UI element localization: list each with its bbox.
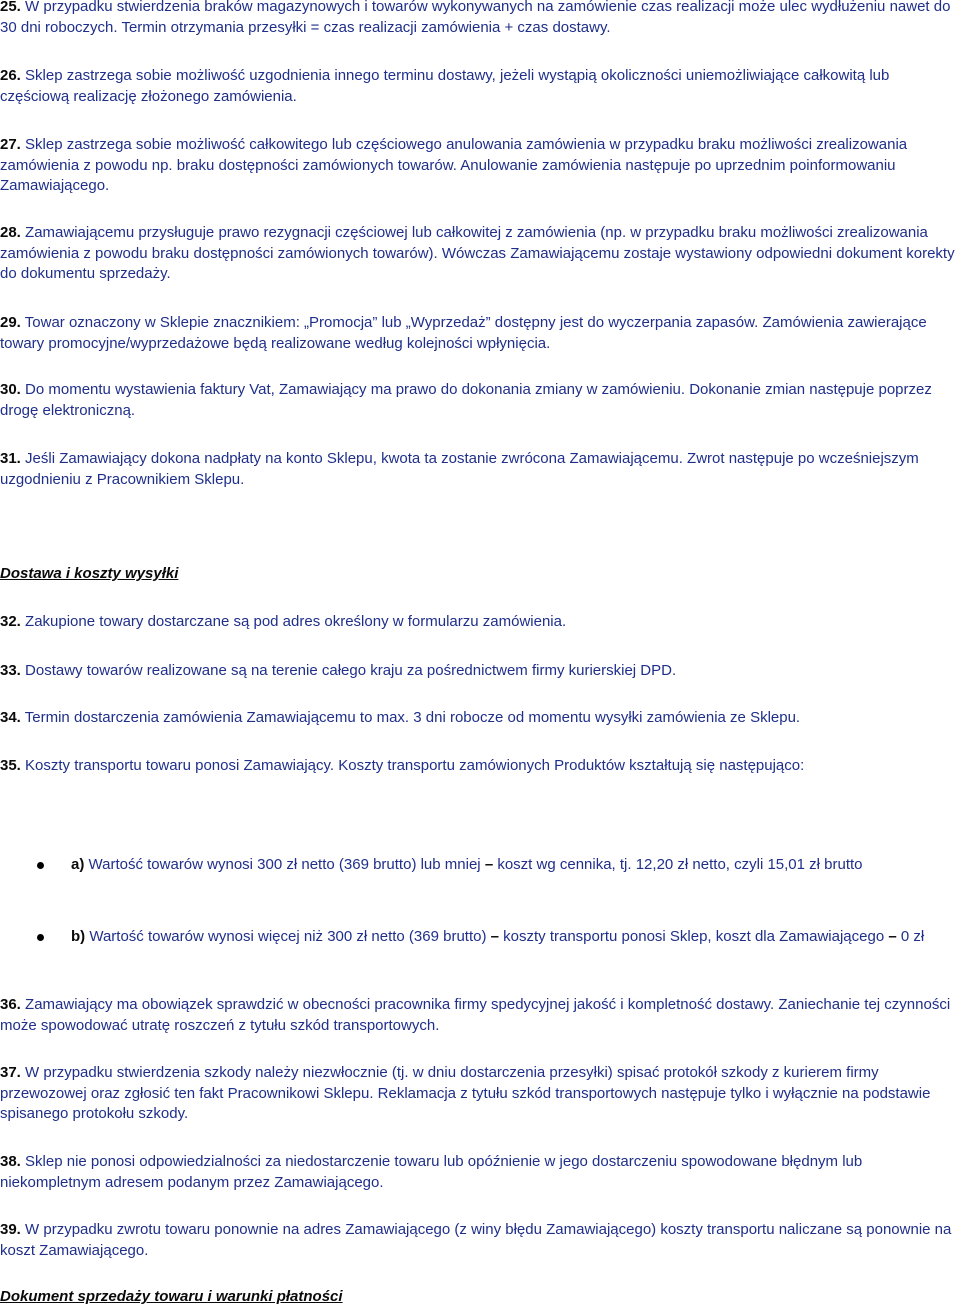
- paragraph-36: [0, 995, 956, 1036]
- bullet-icon: [37, 934, 44, 941]
- item-text: Zamawiający ma obowiązek sprawdzić w obecności pracownika firmy spedycyjnej jakość i kompletność dostawy. Zaniechanie tej czynności może spowodować utratę roszczeń z tytułu szkód transportowych.: [0, 996, 951, 1034]
- bullet-text-cont: koszty transportu ponosi Sklep, koszt dla Zamawiającego: [503, 928, 885, 945]
- item-number: 27.: [0, 136, 21, 153]
- item-number: 29.: [0, 314, 21, 331]
- section-heading-delivery: Dostawa i koszty wysyłki: [0, 565, 179, 582]
- item-number: 26.: [0, 67, 21, 84]
- paragraph-28: [0, 223, 956, 285]
- paragraph-38: [0, 1152, 956, 1193]
- paragraph-34: [0, 708, 956, 729]
- paragraph-33: [0, 661, 956, 682]
- bullet-dash: –: [888, 928, 897, 945]
- item-number: 35.: [0, 757, 21, 774]
- item-number: 25.: [0, 0, 21, 15]
- paragraph-37: [0, 1063, 956, 1125]
- paragraph-29: [0, 313, 956, 354]
- paragraph-31: [0, 449, 956, 490]
- paragraph-35: [0, 756, 956, 777]
- item-number: 38.: [0, 1153, 21, 1170]
- paragraph-25: [0, 0, 956, 38]
- item-number: 36.: [0, 996, 21, 1013]
- bullet-text-cont: koszt wg cennika, tj. 12,20 zł netto, czyli 15,01 zł brutto: [497, 856, 863, 873]
- bullet-dash: –: [490, 928, 499, 945]
- item-text: Do momentu wystawienia faktury Vat, Zamawiający ma prawo do dokonania zmiany w zamówieniu. Dokonanie zmian następuje poprzez drogę elektroniczną.: [0, 381, 932, 419]
- bullet-icon: [37, 862, 44, 869]
- item-number: 30.: [0, 381, 21, 398]
- bullet-dash: –: [484, 856, 494, 873]
- bullet-item-b: [71, 927, 956, 948]
- item-number: 34.: [0, 709, 21, 726]
- bullet-tail: 0 zł: [900, 928, 925, 945]
- bullet-text: Wartość towarów wynosi 300 zł netto (369 brutto) lub mniej: [88, 856, 481, 873]
- item-text: Sklep zastrzega sobie możliwość uzgodnienia innego terminu dostawy, jeżeli wystąpią okoliczności uniemożliwiające całkowitą lub częściową realizację złożonego zamówienia.: [0, 67, 890, 105]
- item-text: W przypadku stwierdzenia szkody należy niezwłocznie (tj. w dniu dostarczenia przesyłki) spisać protokół szkody z kurierem firmy przewozowej oraz zgłosić ten fakt Pracownikowi Sklepu. Reklamacja z tytułu szkód transportowych następuje tylko i wyłącznie na podstawie spisanego protokołu szkody.: [0, 1064, 931, 1122]
- bullet-item-a: [71, 855, 956, 876]
- item-number: 32.: [0, 613, 21, 630]
- paragraph-30: [0, 380, 956, 421]
- bullet-text: Wartość towarów wynosi więcej niż 300 zł netto (369 brutto): [89, 928, 487, 945]
- paragraph-27: [0, 135, 956, 197]
- paragraph-26: [0, 66, 956, 107]
- paragraph-32: [0, 612, 956, 633]
- item-text: Towar oznaczony w Sklepie znacznikiem: „Promocja” lub „Wyprzedaż” dostępny jest do wyczerpania zapasów. Zamówienia zawierające towary promocyjne/wyprzedażowe będą realizowane według kolejności wpłynięcia.: [0, 314, 927, 352]
- bullet-label: b): [71, 928, 86, 945]
- item-number: 39.: [0, 1221, 21, 1238]
- item-text: W przypadku stwierdzenia braków magazynowych i towarów wykonywanych na zamówienie czas realizacji może ulec wydłużeniu nawet do 30 dni roboczych. Termin otrzymania przesyłki = czas realizacji zamówienia + czas dostawy.: [0, 0, 951, 36]
- item-number: 33.: [0, 662, 21, 679]
- item-text: Sklep zastrzega sobie możliwość całkowitego lub częściowego anulowania zamówienia w przypadku braku możliwości zrealizowania zamówienia z powodu np. braku dostępności zamówionych towarów. Anulowanie zamówienia następuje po uprzednim poinformowaniu Zamawiającego.: [0, 136, 908, 194]
- item-text: Sklep nie ponosi odpowiedzialności za niedostarczenie towaru lub opóźnienie w jego dostarczeniu spowodowane błędnym lub niekompletnym adresem podanym przez Zamawiającego.: [0, 1153, 863, 1191]
- bullet-label: a): [71, 856, 85, 873]
- item-text: Koszty transportu towaru ponosi Zamawiający. Koszty transportu zamówionych Produktów kształtują się następująco:: [25, 757, 805, 774]
- item-text: W przypadku zwrotu towaru ponownie na adres Zamawiającego (z winy błędu Zamawiającego) koszty transportu naliczane są ponownie na koszt Zamawiającego.: [0, 1221, 952, 1259]
- item-text: Zamawiającemu przysługuje prawo rezygnacji częściowej lub całkowitej z zamówienia (np. w przypadku braku możliwości zrealizowania zamówienia z powodu braku dostępności zamówionych towarów). Wówczas Zamawiającemu zostaje wystawiony odpowiedni dokument korekty do dokumentu sprzedaży.: [0, 224, 955, 282]
- paragraph-39: [0, 1220, 956, 1261]
- section-heading-sales-document: Dokument sprzedaży towaru i warunki płatności: [0, 1288, 343, 1305]
- item-text: Jeśli Zamawiający dokona nadpłaty na konto Sklepu, kwota ta zostanie zwrócona Zamawiającemu. Zwrot następuje po wcześniejszym uzgodnieniu z Pracownikiem Sklepu.: [0, 450, 919, 488]
- item-number: 28.: [0, 224, 21, 241]
- item-number: 37.: [0, 1064, 21, 1081]
- item-number: 31.: [0, 450, 21, 467]
- item-text: Dostawy towarów realizowane są na terenie całego kraju za pośrednictwem firmy kurierskiej DPD.: [25, 662, 677, 679]
- item-text: Termin dostarczenia zamówienia Zamawiającemu to max. 3 dni robocze od momentu wysyłki zamówienia ze Sklepu.: [24, 709, 801, 726]
- item-text: Zakupione towary dostarczane są pod adres określony w formularzu zamówienia.: [25, 613, 567, 630]
